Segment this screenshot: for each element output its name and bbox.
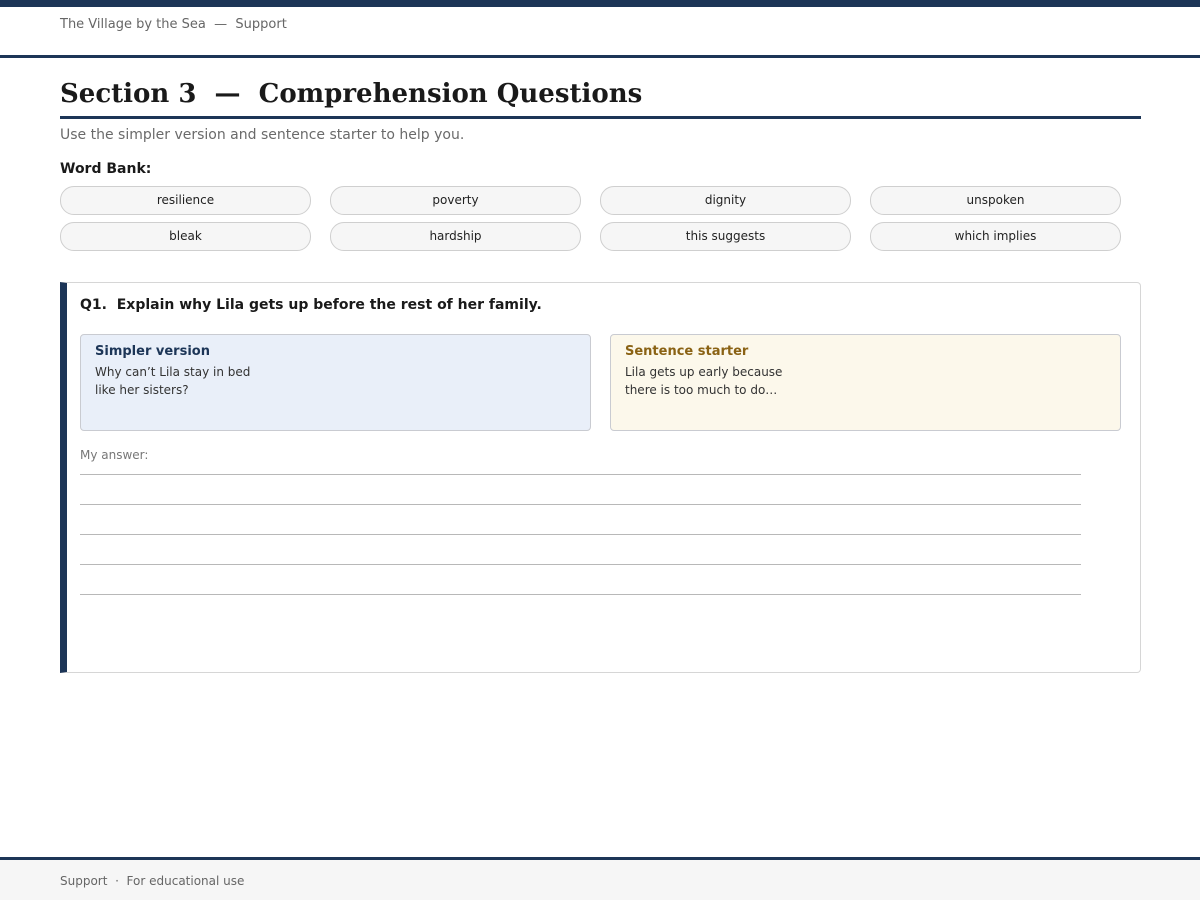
page-title: Section 3 — Comprehension Questions [60, 76, 1141, 119]
simpler-version-line: like her sisters? [95, 383, 189, 397]
word-chip: poverty [330, 186, 581, 215]
breadcrumb-section: Support [235, 17, 287, 32]
sentence-starter-box [610, 334, 1121, 431]
answer-line[interactable] [80, 564, 1081, 565]
word-chip: bleak [60, 222, 311, 251]
answer-label: My answer: [80, 448, 149, 462]
word-bank-label: Word Bank: [60, 161, 152, 177]
top-accent-bar [0, 0, 1200, 7]
word-chip: unspoken [870, 186, 1121, 215]
simpler-version-line: Why can’t Lila stay in bed [95, 365, 251, 379]
footer-left: Support [60, 874, 108, 888]
answer-line[interactable] [80, 504, 1081, 505]
answer-line[interactable] [80, 534, 1081, 535]
question-title [80, 297, 542, 313]
question-text: Explain why Lila gets up before the rest of her family. [116, 297, 542, 313]
question-number: Q1. [80, 297, 107, 313]
question-card [60, 282, 1141, 673]
page-header [0, 7, 1200, 58]
page-footer [0, 857, 1200, 900]
word-chip: hardship [330, 222, 581, 251]
breadcrumb-separator: — [214, 17, 228, 32]
word-chip: dignity [600, 186, 851, 215]
answer-line[interactable] [80, 594, 1081, 595]
footer-right: For educational use [126, 874, 245, 888]
sentence-starter-line: there is too much to do… [625, 383, 778, 397]
breadcrumb [60, 17, 287, 32]
breadcrumb-book: The Village by the Sea [60, 17, 206, 32]
word-chip: resilience [60, 186, 311, 215]
word-chip: this suggests [600, 222, 851, 251]
sentence-starter-heading: Sentence starter [625, 344, 749, 359]
sentence-starter-line: Lila gets up early because [625, 365, 783, 379]
page-subtitle: Use the simpler version and sentence starter to help you. [60, 127, 465, 143]
footer-text [60, 874, 244, 888]
footer-separator: · [115, 874, 119, 888]
word-chip: which implies [870, 222, 1121, 251]
simpler-version-box [80, 334, 591, 431]
answer-line[interactable] [80, 474, 1081, 475]
simpler-version-heading: Simpler version [95, 344, 210, 359]
